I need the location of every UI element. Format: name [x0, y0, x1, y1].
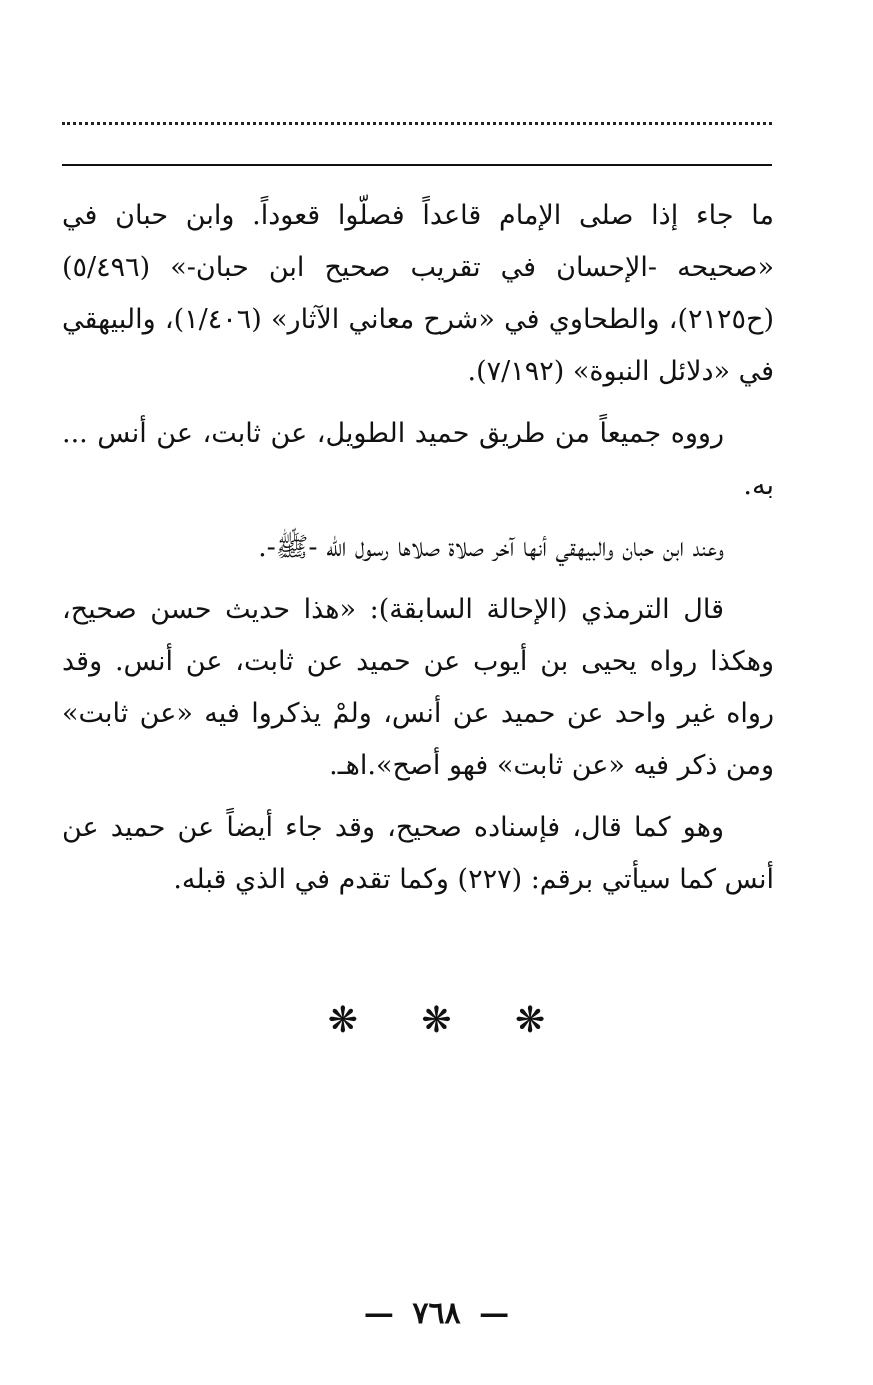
asterisk-icon: ❋ [515, 1000, 546, 1041]
page-number-dash-right: — [363, 1296, 394, 1331]
page-number [0, 1296, 873, 1331]
page-body [62, 190, 774, 906]
page-number-value: ٧٦٨ [412, 1296, 461, 1331]
asterisk-icon: ❋ [327, 1000, 358, 1041]
footnote-solid-separator [62, 164, 772, 166]
footnote-dotted-separator [62, 122, 772, 125]
paragraph-chain: رووه جميعاً من طريق حميد الطويل، عن ثابت، عن أنس ... به. [62, 418, 774, 501]
paragraph-verdict: وهو كما قال، فإسناده صحيح، وقد جاء أيضاً عن حميد عن أنس كما سيأتي برقم: (٢٢٧) وكما تقدم في الذي قبله. [62, 812, 774, 895]
asterisk-icon: ❋ [421, 1000, 452, 1041]
paragraph-last-prayer: وعند ابن حبان والبيهقي أنها آخر صلاة صلاها رسول الله -ﷺ-. [258, 532, 724, 563]
page-number-dash-left: — [479, 1296, 510, 1331]
paragraph-tirmidhi-quote: قال الترمذي (الإحالة السابقة): «هذا حديث حسن صحيح، وهكذا رواه يحيى بن أيوب عن حميد عن ثابت، عن أنس. وقد رواه غير واحد عن حميد عن أنس، ولمْ يذكروا فيه «عن ثابت» ومن ذكر فيه «عن ثابت» فهو أصح».اهـ. [62, 594, 774, 781]
section-separator-stars [0, 1000, 873, 1041]
paragraph-sources: ما جاء إذا صلى الإمام قاعداً فصلّوا قعوداً. وابن حبان في «صحيحه -الإحسان في تقريب صحيح ابن حبان-» (٥/٤٩٦) (ح٢١٢٥)، والطحاوي في «شرح معاني الآثار» (١/٤٠٦)، والبيهقي في «دلائل النبوة» (٧/١٩٢). [62, 200, 774, 387]
